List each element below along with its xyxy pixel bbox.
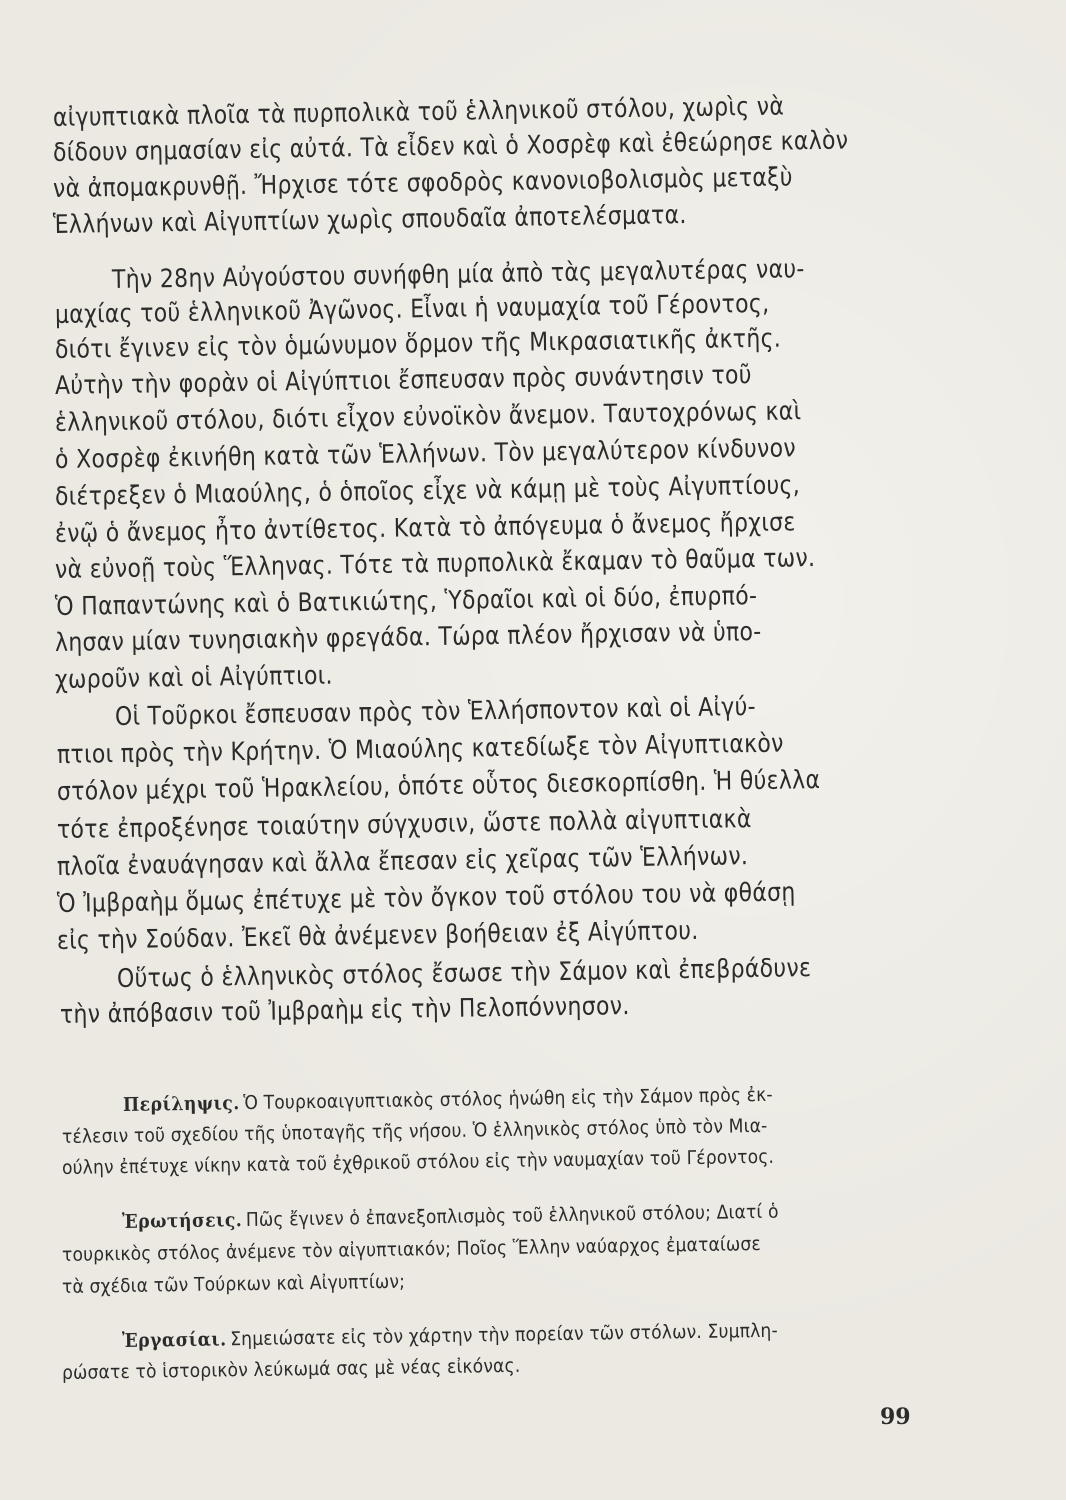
text-line: ἐνῷ ὁ ἄνεμος ἦτο ἀντίθετος. Κατὰ τὸ ἀπόγευμα ὁ ἄνεμος ἤρχισε — [54, 507, 796, 549]
text-line: δίδουν σημασίαν εἰς αὐτά. Τὰ εἶδεν καὶ ὁ Χοσρὲφ καὶ ἐθεώρησε καλὸν — [52, 125, 849, 168]
summary-line — [123, 1084, 773, 1116]
text-line: διότι ἔγινεν εἰς τὸν ὁμώνυμον ὅρμον τῆς Μικρασιατικῆς ἀκτῆς. — [54, 323, 782, 365]
text-line: Αὐτὴν τὴν φορὰν οἱ Αἰγύπτιοι ἔσπευσαν πρὸς συνάντησιν τοῦ — [54, 360, 753, 401]
text-line: μαχίας τοῦ ἑλληνικοῦ Ἀγῶνος. Εἶναι ἡ ναυμαχία τοῦ Γέροντος, — [54, 288, 770, 330]
text-line: Ἑλλήνων καὶ Αἰγυπτίων χωρὶς σπουδαῖα ἀποτελέσματα. — [52, 200, 687, 240]
questions-label: Ἐρωτήσεις. — [121, 1209, 243, 1233]
text-line: διέτρεξεν ὁ Μιαούλης, ὁ ὁποῖος εἶχε νὰ κάμῃ μὲ τοὺς Αἰγυπτίους, — [54, 470, 801, 512]
exercises-line: ρώσατε τὸ ἱστορικὸν λεύκωμά σας μὲ νέας εἰκόνας. — [61, 1354, 521, 1384]
text-line: αἰγυπτιακὰ πλοῖα τὰ πυρπολικὰ τοῦ ἑλληνικοῦ στόλου, χωρὶς νὰ — [52, 91, 785, 133]
text-line: ἑλληνικοῦ στόλου, διότι εἶχον εὐνοϊκὸν ἄνεμον. Ταυτοχρόνως καὶ — [54, 396, 802, 438]
exercises-label: Ἐργασίαι. — [121, 1328, 227, 1352]
text-line: νὰ ἀπομακρυνθῇ. Ἤρχισε τότε σφοδρὸς κανονιοβολισμὸς μεταξὺ — [52, 162, 794, 204]
text-line: τὴν ἀπόβασιν τοῦ Ἰμβραὴμ εἰς τὴν Πελοπόννησον. — [59, 991, 630, 1030]
text-line: Τὴν 28ην Αὐγούστου συνήφθη μία ἀπὸ τὰς μεγαλυτέρας ναυ- — [111, 254, 805, 295]
text-line: νὰ εὐνοῇ τοὺς Ἕλληνας. Τότε τὰ πυρπολικὰ ἔκαμαν τὸ θαῦμα των. — [54, 543, 816, 585]
questions-line — [122, 1201, 779, 1233]
text-line: λησαν μίαν τυνησιακὴν φρεγάδα. Τώρα πλέον ἤρχισαν νὰ ὑπο- — [54, 616, 762, 658]
questions-text: Πῶς ἔγινεν ὁ ἐπανεξοπλισμὸς τοῦ ἑλληνικοῦ στόλου; Διατί ὁ — [245, 1200, 779, 1232]
text-line: Ὁ Παπαντώνης καὶ ὁ Βατικιώτης, Ὑδραῖοι καὶ οἱ δύο, ἐπυρπό- — [54, 580, 758, 622]
text-line: ὁ Χοσρὲφ ἐκινήθη κατὰ τῶν Ἑλλήνων. Τὸν μεγαλύτερον κίνδυνον — [54, 433, 797, 475]
page-number: 99 — [880, 1404, 911, 1430]
exercises-line — [122, 1320, 778, 1352]
text-line: τότε ἐπροξένησε τοιαύτην σύγχυσιν, ὥστε πολλὰ αἰγυπτιακὰ — [56, 804, 752, 845]
text-line: Οὕτως ὁ ἑλληνικὸς στόλος ἔσωσε τὴν Σάμον καὶ ἐπεβράδυνε — [116, 953, 812, 994]
text-line: Οἱ Τοῦρκοι ἔσπευσαν πρὸς τὸν Ἑλλήσποντον καὶ οἱ Αἰγύ- — [114, 691, 757, 732]
exercises-text: Σημειώσατε εἰς τὸν χάρτην τὴν πορείαν τῶν στόλων. Συμπλη- — [230, 1319, 779, 1351]
text-line: εἰς τὴν Σούδαν. Ἐκεῖ θὰ ἀνέμενεν βοήθειαν ἐξ Αἰγύπτου. — [56, 915, 699, 956]
summary-line: ούλην ἐπέτυχε νίκην κατὰ τοῦ ἐχθρικοῦ στόλου εἰς τὴν ναυμαχίαν τοῦ Γέροντος. — [61, 1145, 775, 1179]
text-line: πλοῖα ἐναυάγησαν καὶ ἄλλα ἔπεσαν εἰς χεῖρας τῶν Ἑλλήνων. — [56, 841, 749, 882]
text-line: Ὁ Ἰμβραὴμ ὅμως ἐπέτυχε μὲ τὸν ὄγκον τοῦ στόλου του νὰ φθάσῃ — [56, 877, 796, 919]
summary-line: τέλεσιν τοῦ σχεδίου τῆς ὑποταγῆς τῆς νήσου. Ὁ ἑλληνικὸς στόλος ὑπὸ τὸν Μια- — [61, 1114, 768, 1148]
questions-line: τὰ σχέδια τῶν Τούρκων καὶ Αἰγυπτίων; — [61, 1270, 406, 1298]
questions-line: τουρκικὸς στόλος ἀνέμενε τὸν αἰγυπτιακόν; Ποῖος Ἕλλην ναύαρχος ἐματαίωσε — [61, 1233, 762, 1266]
text-line: χωροῦν καὶ οἱ Αἰγύπτιοι. — [54, 660, 334, 695]
summary-label: Περίληψις. — [122, 1092, 240, 1116]
text-line: στόλον μέχρι τοῦ Ἡρακλείου, ὁπότε οὗτος διεσκορπίσθη. Ἡ θύελλα — [56, 765, 821, 807]
text-line: πτιοι πρὸς τὴν Κρήτην. Ὁ Μιαούλης κατεδίωξε τὸν Αἰγυπτιακὸν — [56, 728, 784, 770]
summary-text: Ὁ Τουρκοαιγυπτιακὸς στόλος ἡνώθη εἰς τὴν Σάμον πρὸς ἐκ- — [243, 1083, 773, 1115]
